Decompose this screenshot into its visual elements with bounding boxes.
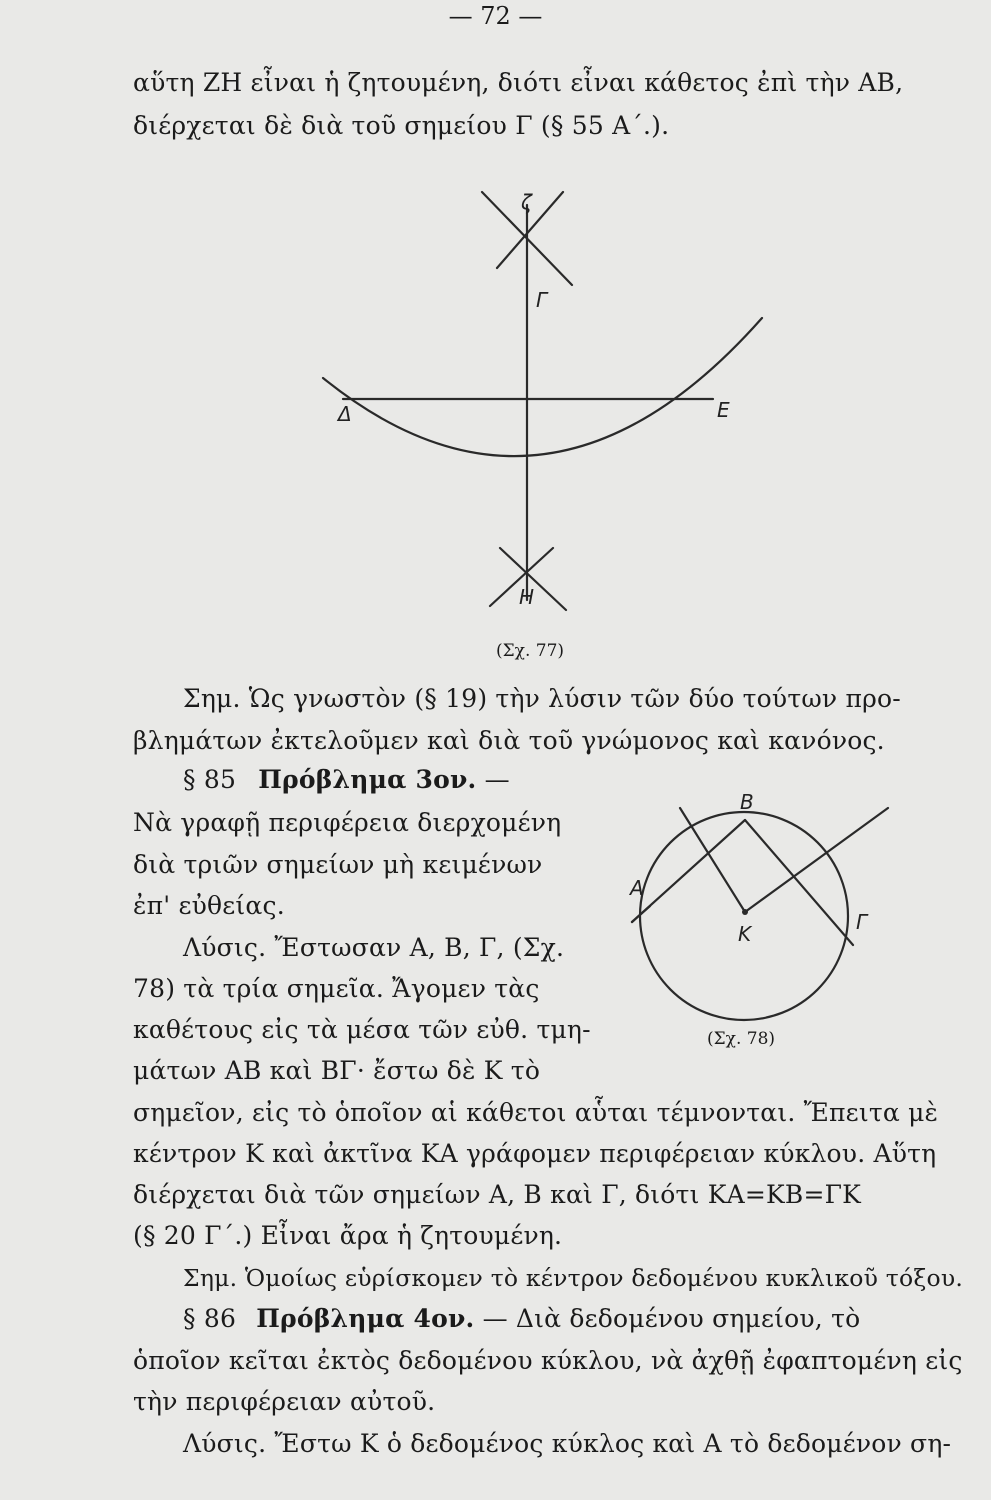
bisector-ab: [680, 808, 745, 912]
bisector-bg: [745, 808, 888, 912]
intro-line-2: διέρχεται δὲ διὰ τοῦ σημείου Γ (§ 55 Α΄.).: [133, 111, 670, 140]
problem4-section: § 86: [183, 1304, 237, 1333]
problem3-line-5: 78) τὰ τρία σημεῖα. Ἄγομεν τὰς: [133, 974, 540, 1003]
problem4-line-2: τὴν περιφέρειαν αὐτοῦ.: [133, 1387, 436, 1416]
problem4-line-1: ὁποῖον κεῖται ἐκτὸς δεδομένου κύκλου, νὰ ἀχθῇ ἐφαπτομένη εἰς: [133, 1346, 963, 1375]
center-point-k: [742, 909, 748, 915]
label-e: Ε: [717, 398, 730, 422]
note1-line-1: Σημ. Ὡς γνωστὸν (§ 19) τὴν λύσιν τῶν δύο τούτων προ-: [183, 684, 901, 713]
label-k: Κ: [738, 922, 752, 946]
problem4-last-line: Λύσις. Ἔστω Κ ὁ δεδομένος κύκλος καὶ Α τὸ δεδομένον ση-: [183, 1429, 952, 1458]
label-b: Β: [740, 790, 754, 814]
problem3-dash: —: [484, 765, 510, 794]
problem3-full-line-3: διέρχεται διὰ τῶν σημείων Α, Β καὶ Γ, διότι ΚΑ=ΚΒ=ΓΚ: [133, 1180, 862, 1209]
problem3-full-line-1: σημεῖον, εἰς τὸ ὁποῖον αἱ κάθετοι αὗται τέμνονται. Ἔπειτα μὲ: [133, 1098, 939, 1127]
problem3-line-6: καθέτους εἰς τὰ μέσα τῶν εὐθ. τμη-: [133, 1015, 591, 1044]
label-g78: Γ: [856, 910, 868, 934]
problem3-line-7: μάτων ΑΒ καὶ ΒΓ· ἔστω δὲ Κ τὸ: [133, 1056, 541, 1085]
problem3-line-4: Λύσις. Ἔστωσαν Α, Β, Γ, (Σχ.: [183, 933, 565, 962]
note1-line-2: βλημάτων ἐκτελοῦμεν καὶ διὰ τοῦ γνώμονος καὶ κανόνος.: [133, 726, 885, 755]
label-z: ζ: [521, 190, 532, 214]
label-h: Η: [519, 585, 535, 609]
problem3-full-line-4: (§ 20 Γ΄.) Εἶναι ἄρα ἡ ζητουμένη.: [133, 1221, 563, 1250]
intro-line-1: αὕτη ΖΗ εἶναι ἡ ζητουμένη, διότι εἶναι κάθετος ἐπὶ τὴν ΑΒ,: [133, 68, 904, 97]
problem3-line-2: διὰ τριῶν σημείων μὴ κειμένων: [133, 850, 543, 879]
problem3-line-3: ἐπ' εὐθείας.: [133, 891, 285, 920]
note2: Σημ. Ὁμοίως εὑρίσκομεν τὸ κέντρον δεδομένου κυκλικοῦ τόξου.: [183, 1264, 964, 1292]
figure-78-caption: (Σχ. 78): [707, 1029, 776, 1049]
chord-bg: [745, 820, 853, 945]
problem4-title: Πρόβλημα 4ον.: [256, 1304, 475, 1333]
problem3-line-1: Νὰ γραφῇ περιφέρεια διερχομένη: [133, 808, 562, 837]
problem3-section: § 85: [183, 765, 237, 794]
circle-k: [640, 812, 848, 1020]
problem3-title: Πρόβλημα 3ον.: [258, 765, 477, 794]
problem4-first-line-rest: — Διὰ δεδομένου σημείου, τὸ: [482, 1304, 861, 1333]
label-g: Γ: [536, 288, 548, 312]
problem3-full-line-2: κέντρον Κ καὶ ἀκτῖνα ΚΑ γράφομεν περιφέρειαν κύκλου. Αὕτη: [133, 1139, 937, 1168]
label-d: Δ: [338, 402, 352, 426]
page-number: — 72 —: [448, 2, 543, 30]
label-a: Α: [630, 876, 644, 900]
problem4-heading: [183, 1303, 860, 1335]
figure-77-caption: (Σχ. 77): [496, 641, 565, 661]
